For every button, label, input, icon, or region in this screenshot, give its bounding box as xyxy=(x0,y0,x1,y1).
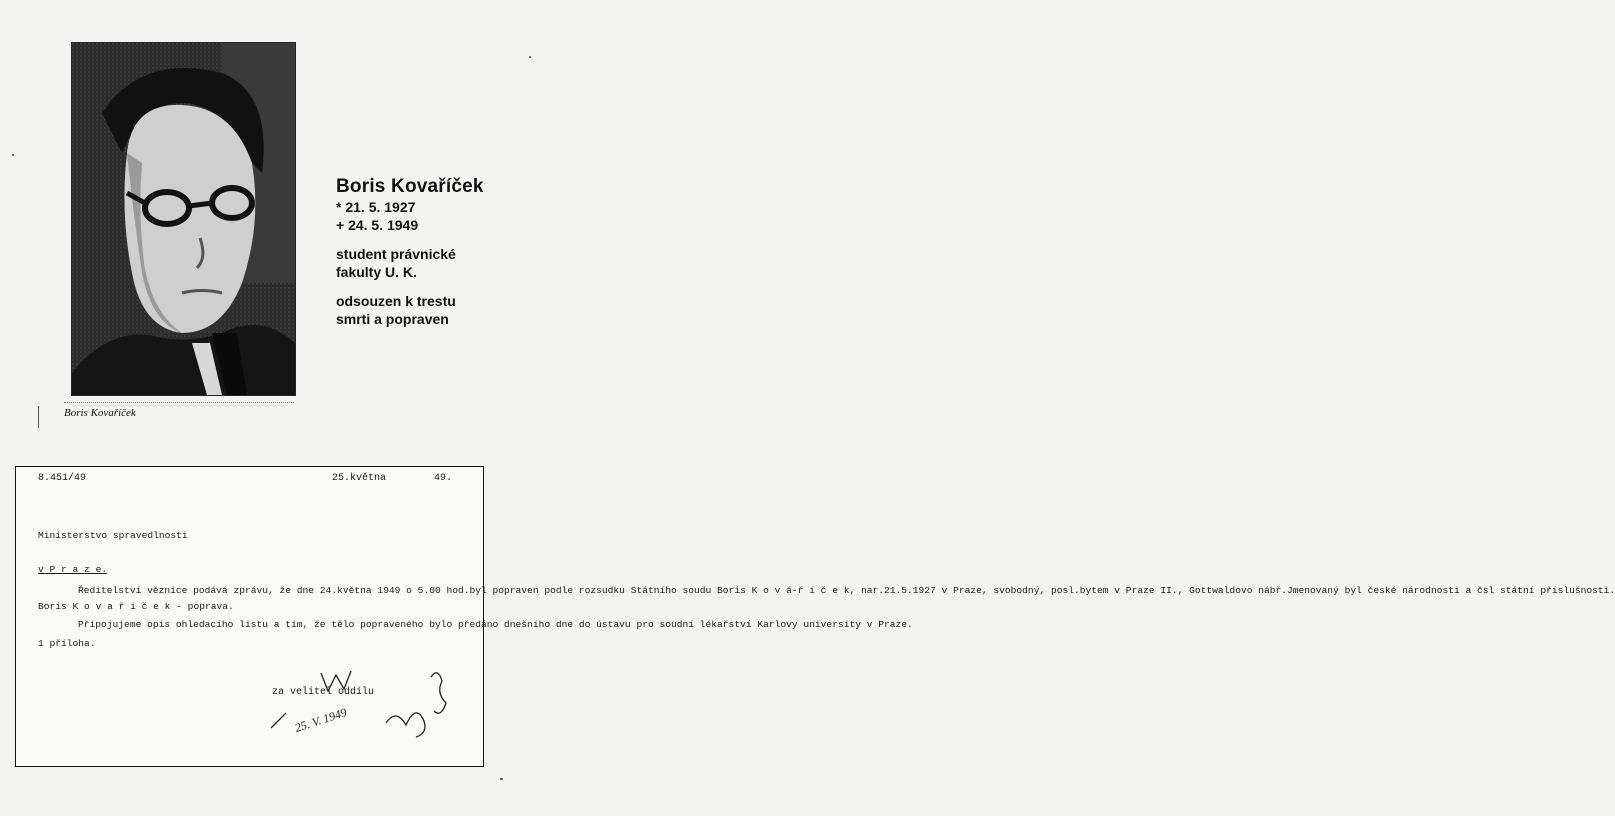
letter-addressee-2: v P r a z e. xyxy=(38,564,108,576)
letter-date: 25.května 49. xyxy=(332,473,453,484)
letter-attachments: 1 příloha. xyxy=(38,638,96,650)
bio-name: Boris Kovaříček xyxy=(336,176,484,197)
letter-reference: 8.451/49 xyxy=(38,473,87,484)
signature-line: za velitel oddílu xyxy=(272,687,375,698)
speck xyxy=(12,154,14,156)
margin-mark xyxy=(38,406,39,428)
portrait-photo xyxy=(71,42,296,396)
bio-died: + 24. 5. 1949 xyxy=(336,217,419,233)
execution-report-document xyxy=(15,466,1615,767)
portrait-image xyxy=(72,43,295,395)
stamp-date: 25. V. 1949 xyxy=(292,705,349,736)
letter-addressee-1: Ministerstvo spravedlnosti xyxy=(38,529,188,541)
photo-caption: Boris Kovaříček xyxy=(64,402,294,419)
speck xyxy=(500,778,503,780)
letter-paragraph-2: Připojujeme opis ohledacího listu a tím, že tělo popraveného bylo předáno dnešního dne do ústavu pro soudní lékařství Karlovy university v Praze. xyxy=(78,619,913,631)
letter-paragraph-1: Ředitelství věznice podává zprávu, že dne 24.května 1949 o 5.00 hod.byl popraven podle rozsudku Státního soudu Boris K o v á-ř í č e k, nar.21.5.1927 v Praze, svobodný, posl.bytem v Praze II., Gottwaldovo nábř.Jmenovaný byl české národnosti a čsl státní příslušnosti. xyxy=(78,584,1615,596)
bio-study: student právnické fakulty U. K. xyxy=(336,246,456,280)
letter-subject: Boris K o v a ř í č e k - poprava. xyxy=(38,601,234,613)
bio-block xyxy=(336,176,536,328)
letter-body xyxy=(38,562,1615,653)
bio-fate: odsouzen k trestu smrti a popraven xyxy=(336,293,456,327)
bio-born: * 21. 5. 1927 xyxy=(336,199,416,215)
speck xyxy=(529,56,531,58)
